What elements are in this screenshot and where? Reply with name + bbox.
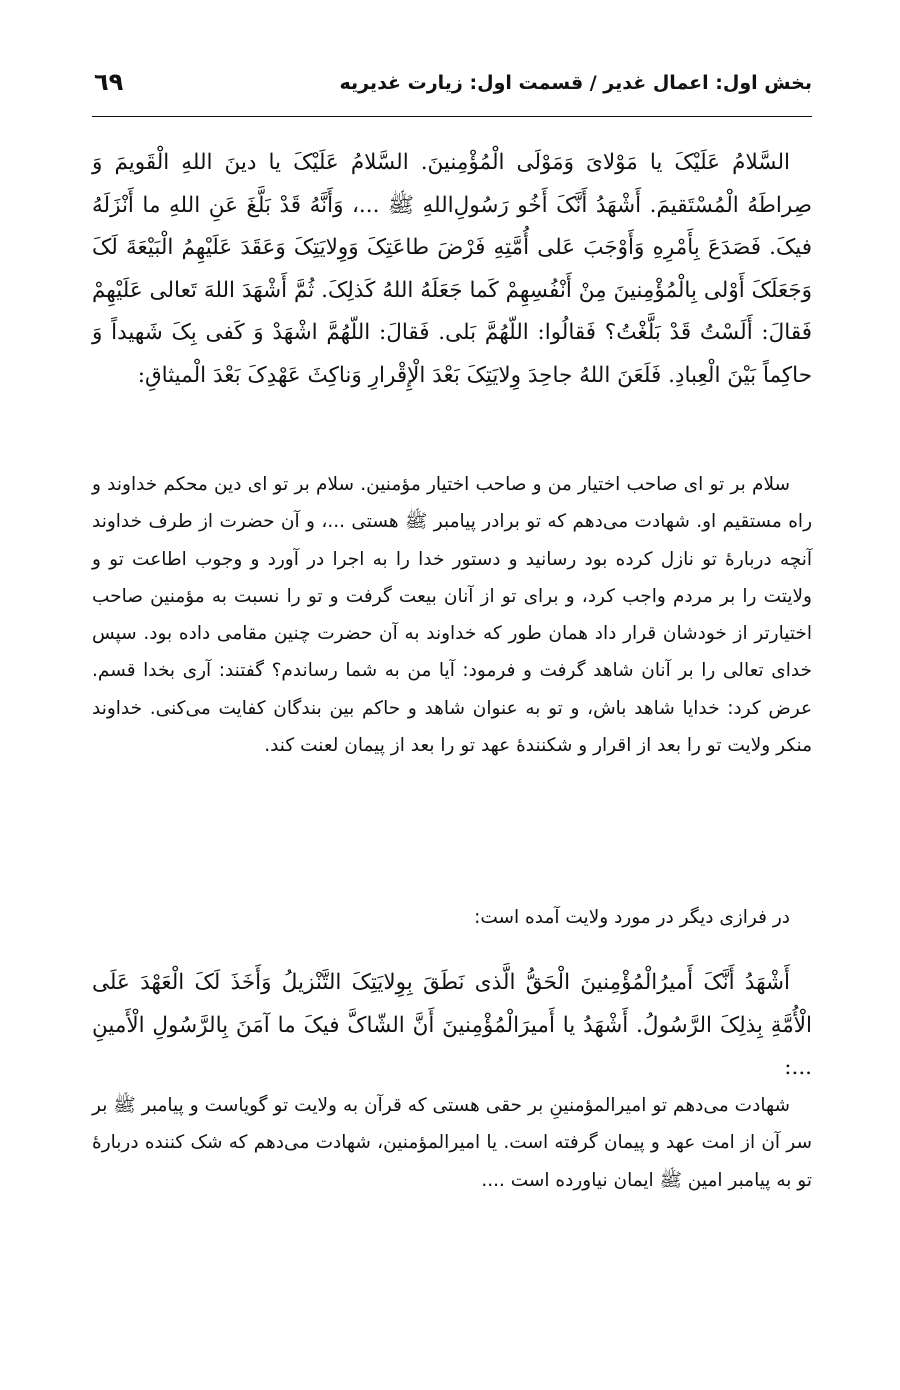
header-rule xyxy=(92,116,812,117)
running-title: بخش اول: اعمال غدیر / قسمت اول: زیارت غدیریه xyxy=(339,72,812,94)
persian-translation-1: سلام بر تو ای صاحب اختیار من و صاحب اختیار مؤمنین. سلام بر تو ای دین محکم خداوند و راه مستقیم او. شهادت می‌دهم که تو برادر پیامبر ﷺ هستی ...، و آن حضرت از طرف خداوند آنچه دربارهٔ تو نازل کرده بود رسانید و دستور خدا را به اجرا در آورد و وجوب اطاعت تو و ولایتت را بر مردم واجب کرد، و برای تو از آنان بیعت گرفت و تو را نسبت به مؤمنین صاحب اختیارتر از خودشان قرار داد همان طور که خداوند به آن حضرت چنین مقامی داده بود. سپس خدای تعالی را بر آنان شاهد گرفت و فرمود: آیا من به شما رساندم؟ گفتند: آری بخدا قسم. عرض کرد: خدایا شاهد باش، و تو به عنوان شاهد و حاکم بین بندگان کفایت می‌کنی. خداوند منکر ولایت تو را بعد از اقرار و شکنندهٔ عهد تو را بعد از پیمان لعنت کند. xyxy=(92,474,812,757)
intro-line: در فرازی دیگر در مورد ولایت آمده است: xyxy=(474,907,790,928)
arabic-ziyarat-passage-2: أَشْهَدُ أَنَّکَ أَمیرُالْمُؤْمِنینَ الْحَقُّ الَّذی نَطَقَ بِوِلایَتِکَ التَّنْزیلُ وَأَخَذَ لَکَ الْعَهْدَ عَلَی الْأُمَّةِ بِذلِکَ الرَّسُولُ. أَشْهَدُ یا أَمیرَالْمُؤْمِنینَ أَنَّ الشّاکَّ فیکَ ما آمَنَ بِالرَّسُولِ الْأَمینِ ...: xyxy=(92,970,812,1080)
book-page xyxy=(92,0,812,1390)
page-header xyxy=(92,68,812,108)
page-number: ٦٩ xyxy=(94,68,124,96)
arabic-ziyarat-passage-1: السَّلامُ عَلَیْکَ یا مَوْلایَ وَمَوْلَی الْمُؤْمِنینَ. السَّلامُ عَلَیْکَ یا دینَ اللهِ الْقَویمَ وَ صِراطَهُ الْمُسْتَقیمَ. أَشْهَدُ أَنَّکَ أَخُو رَسُولِ‌اللهِ ﷺ ...، وَأَنَّهُ قَدْ بَلَّغَ عَنِ اللهِ ما أَنْزَلَهُ فیکَ. فَصَدَعَ بِأَمْرِهِ وَأَوْجَبَ عَلی أُمَّتِهِ فَرْضَ طاعَتِکَ وَوِلایَتِکَ وَعَقَدَ عَلَیْهِمُ الْبَیْعَةَ لَکَ وَجَعَلَکَ أَوْلی بِالْمُؤْمِنینَ مِنْ أَنْفُسِهِمْ کَما جَعَلَهُ اللهُ کَذلِکَ. ثُمَّ أَشْهَدَ اللهَ تَعالی عَلَیْهِمْ فَقالَ: أَلَسْتُ قَدْ بَلَّغْتُ؟ فَقالُوا: اللّهُمَّ بَلی. فَقالَ: اللّهُمَّ اشْهَدْ وَ کَفی بِکَ شَهیداً وَ حاکِماً بَیْنَ الْعِبادِ. فَلَعَنَ اللهُ جاحِدَ وِلایَتِکَ بَعْدَ الْإِقْرارِ وَناکِثَ عَهْدِکَ بَعْدَ الْمیثاقِ: xyxy=(92,150,812,388)
persian-translation-2: شهادت می‌دهم تو امیرالمؤمنینِ بر حقی هستی که قرآن به ولایت تو گویاست و پیامبر ﷺ بر سر آن از امت عهد و پیمان گرفته است. یا امیرالمؤمنین، شهادت می‌دهم که شک کننده دربارهٔ تو به پیامبر امین ﷺ ایمان نیاورده است .... xyxy=(92,1095,812,1191)
